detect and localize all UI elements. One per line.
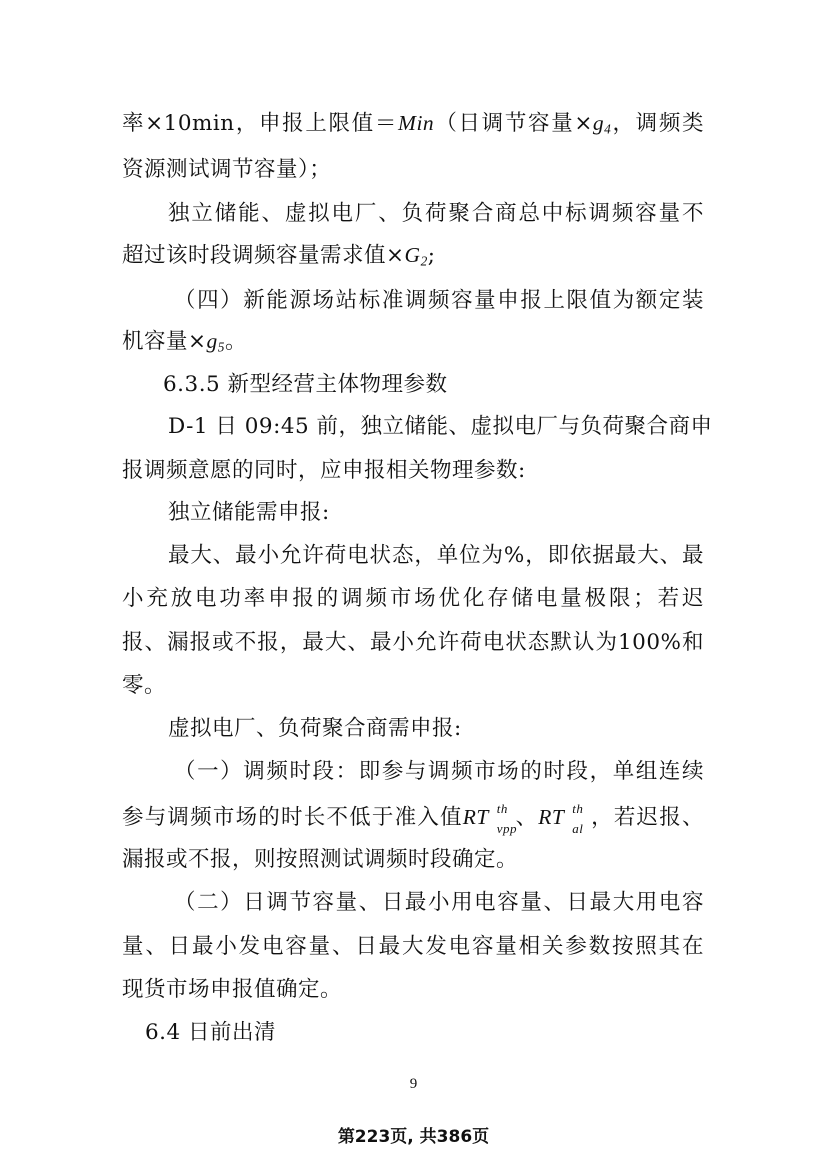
text-line: 量、日最小发电容量、日最大发电容量相关参数按照其在 — [122, 934, 704, 959]
text-line: 参与调频市场的时长不低于准入值RT th vpp 、RT th al ，若迟报、 — [122, 801, 704, 836]
math-min: Min — [398, 111, 435, 135]
text-line: 报、漏报或不报，最大、最小允许荷电状态默认为100%和 — [122, 630, 704, 655]
section-heading: 6.3.5 新型经营主体物理参数 — [163, 372, 448, 397]
text-line: 独立储能、虚拟电厂、负荷聚合商总中标调频容量不 — [168, 201, 704, 226]
math-rt-vpp: RT th vpp — [462, 801, 518, 836]
text-line: 虚拟电厂、负荷聚合商需申报: — [168, 716, 462, 741]
math-g: $g_4$ — [592, 111, 612, 137]
text-line: 独立储能需申报: — [168, 500, 330, 525]
text-line: 率×10min，申报上限值＝Min（日调节容量$\times g_4$，调频类 — [122, 111, 704, 137]
section-heading: 6.4 日前出清 — [145, 1020, 277, 1045]
text-line: 报调频意愿的同时，应申报相关物理参数: — [122, 458, 526, 483]
text-line: 小充放电功率申报的调频市场优化存储电量极限；若迟 — [122, 586, 704, 611]
text-line: 最大、最小允许荷电状态，单位为%，即依据最大、最 — [168, 543, 704, 568]
text-line: 机容量$\times g_5$。 — [122, 329, 247, 355]
text-line: 漏报或不报，则按照测试调频时段确定。 — [122, 847, 519, 872]
text-line: 超过该时段调频容量需求值$\times G_2$; — [122, 243, 436, 269]
text-line: （四）新能源场站标准调频容量申报上限值为额定装 — [174, 288, 704, 313]
text-line: 资源测试调节容量）； — [122, 157, 332, 182]
page-number: 9 — [409, 1076, 418, 1092]
text-line: 零。 — [122, 673, 167, 698]
math-rt-al: RT th al — [538, 801, 584, 836]
text-line: D-1 日 09:45 前，独立储能、虚拟电厂与负荷聚合商申 — [168, 414, 713, 439]
page-footer: 第223页, 共386页 — [337, 1127, 490, 1147]
text-line: （一）调频时段：即参与调频市场的时段，单组连续 — [174, 759, 704, 784]
math-g: $G_2$ — [404, 243, 428, 269]
text-line: 现货市场申报值确定。 — [122, 977, 343, 1002]
text-line: （二）日调节容量、日最小用电容量、日最大用电容 — [174, 890, 704, 915]
math-g: $g_5$ — [206, 329, 225, 355]
